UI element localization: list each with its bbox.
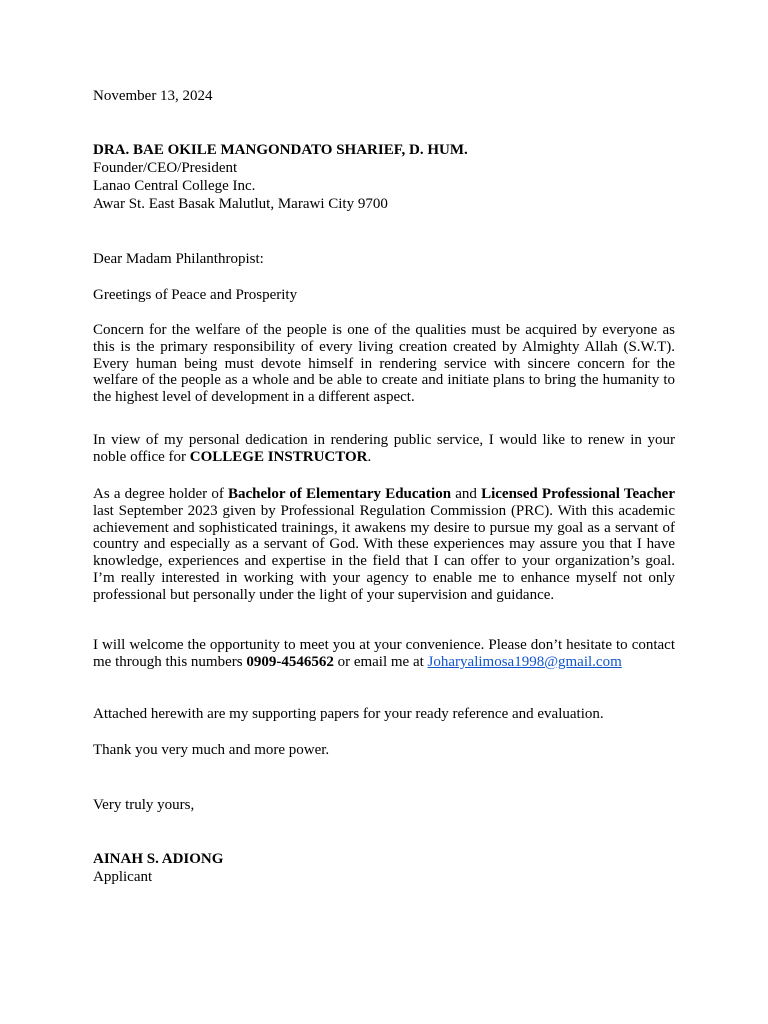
closing: Very truly yours, bbox=[93, 797, 195, 813]
recipient-organization: Lanao Central College Inc. bbox=[93, 178, 256, 194]
recipient-address: Awar St. East Basak Malutlut, Marawi City 9700 bbox=[93, 196, 388, 212]
recipient-title: Founder/CEO/President bbox=[93, 160, 238, 176]
degree-name: Bachelor of Elementary Education bbox=[227, 486, 452, 502]
signature-block bbox=[93, 850, 223, 886]
body-paragraph-6: Thank you very much and more power. bbox=[93, 742, 330, 758]
recipient-block bbox=[93, 141, 468, 213]
body-paragraph-1: Concern for the welfare of the people is one of the qualities must be acquired by everyone as this is the primary responsibility of every living creation created by Almighty Allah (S.W.T). Every human being must devote himself in rendering service with sincere concern for the welfare of the people as a whole and be able to create and initiate plans to bring the humanity to the highest level of development in a different aspect. bbox=[93, 322, 675, 406]
body-paragraph-2 bbox=[93, 432, 675, 466]
body-paragraph-4 bbox=[93, 637, 675, 671]
position-applied: COLLEGE INSTRUCTOR bbox=[189, 448, 368, 465]
license-name: Licensed Professional Teacher bbox=[481, 486, 675, 502]
recipient-name: DRA. BAE OKILE MANGONDATO SHARIEF, D. HUM. bbox=[93, 142, 468, 158]
paragraph-3-text-3: last September 2023 given by Professional Regulation Commission (PRC). With this academic achievement and sophisticated trainings, it awakens my desire to pursue my goal as a servant of country and especially as a servant of God. With these experiences may assure you that I have knowledge, experiences and expertise in the field that I can offer to your organization’s goal. I’m really interested in working with your agency to enable me to enhance myself not only professional but personally under the light of your supervision and guidance. bbox=[93, 502, 675, 603]
paragraph-4-text-2: or email me at bbox=[333, 653, 428, 670]
paragraph-4-text-1: I will welcome the opportunity to meet you at your convenience. Please don’t hesitate to contact me through this numbers bbox=[93, 637, 675, 670]
paragraph-2-end: . bbox=[367, 448, 372, 465]
salutation: Dear Madam Philanthropist: bbox=[93, 251, 264, 267]
phone-number: 0909-4546562 bbox=[246, 653, 334, 670]
email-link[interactable]: Joharyalimosa1998@gmail.com bbox=[427, 653, 622, 670]
paragraph-2-text: In view of my personal dedication in rendering public service, I would like to renew in your noble office for bbox=[93, 432, 675, 465]
greeting: Greetings of Peace and Prosperity bbox=[93, 287, 298, 303]
signatory-name: AINAH S. ADIONG bbox=[93, 851, 224, 867]
paragraph-3-text-2: and bbox=[451, 486, 482, 502]
letter-date: November 13, 2024 bbox=[93, 88, 213, 104]
signatory-role: Applicant bbox=[93, 869, 153, 885]
body-paragraph-3 bbox=[93, 486, 675, 604]
paragraph-3-text-1: As a degree holder of bbox=[93, 486, 228, 502]
body-paragraph-5: Attached herewith are my supporting papers for your ready reference and evaluation. bbox=[93, 706, 604, 722]
